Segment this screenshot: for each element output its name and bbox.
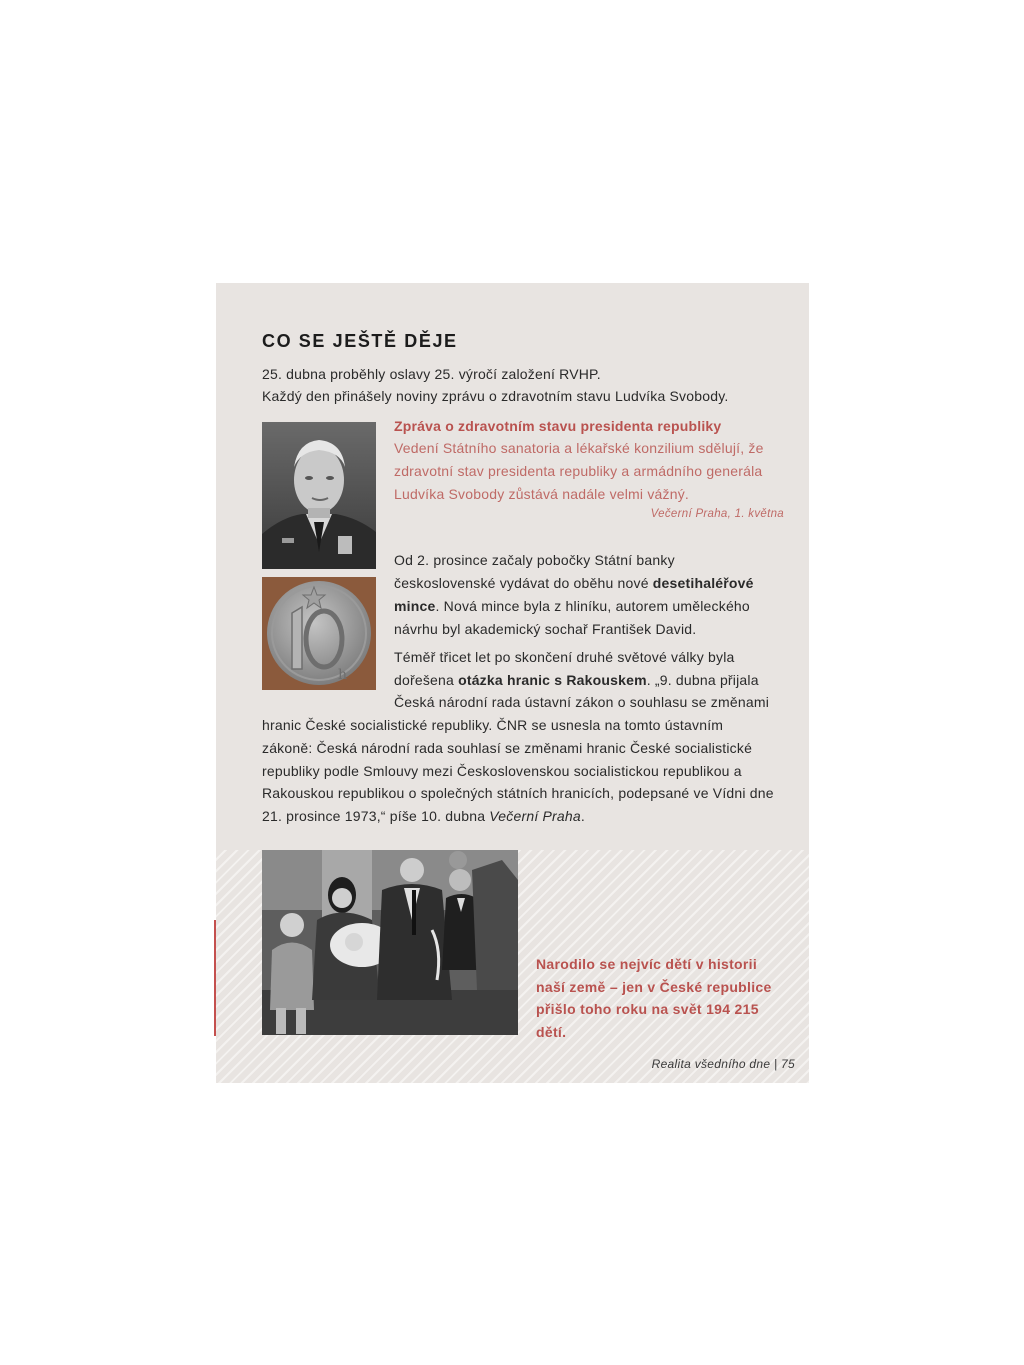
border-italic: Večerní Praha <box>489 807 581 824</box>
quote-source: Večerní Praha, 1. května <box>650 508 784 520</box>
coin-text-2: . Nová mince byla z hliníku, autorem uměleckého návrhu byl akademický sochař František David. <box>394 598 750 637</box>
float-spacer <box>262 646 394 714</box>
intro-line-2: Každý den přinášely noviny zprávu o zdravotním stavu Ludvíka Svobody. <box>262 388 729 404</box>
border-paragraph <box>262 646 777 828</box>
svg-text:h: h <box>338 667 348 683</box>
intro-text <box>262 363 782 407</box>
intro-line-1: 25. dubna proběhly oslavy 25. výročí založení RVHP. <box>262 366 601 382</box>
coin-paragraph <box>394 549 779 641</box>
health-report-quote <box>394 415 784 520</box>
coin-text-1: Od 2. prosince začaly pobočky Státní banky československé vydávat do oběhu nové <box>394 552 675 591</box>
section-title: CO SE JEŠTĚ DĚJE <box>262 331 458 351</box>
border-text-3: . <box>580 807 585 824</box>
quote-title: Zpráva o zdravotním stavu presidenta republiky <box>394 418 722 434</box>
border-text-2: . „9. dubna přijala Česká národní rada ústavní zákon o souhlasu se změnami hranic České socialistické republiky. ČNR se usnesla na tomto ústavním zákoně: Česká národní rada souhlasí se změnami hranic České socialistické republiky podle Smlouvy mezi Československou socialistickou republikou a Rakouskou republikou o společných státních hranicích, podepsané ve Vídni dne 21. prosince 1973,“ píše 10. dubna <box>262 671 774 824</box>
coin-bold: desetihaléřové mince <box>394 575 754 614</box>
book-page <box>216 283 809 1083</box>
border-text-1: Téměř třicet let po skončení druhé světové války byla dořešena <box>394 649 735 688</box>
family-newborn-photo <box>262 850 518 1035</box>
page-footer: Realita všedního dne | 75 <box>651 1057 795 1071</box>
page-edge-accent <box>214 920 216 1036</box>
president-portrait-photo <box>262 422 376 569</box>
border-bold: otázka hranic s Rakouskem <box>458 671 647 688</box>
birth-record-caption: Narodilo se nejvíc dětí v historii naší země – jen v České republice přišlo toho roku na svět 194 215 dětí. <box>536 956 772 1040</box>
quote-body: Vedení Státního sanatoria a lékařské konzilium sdělují, že zdravotní stav presidenta republiky a armádního generála Ludvíka Svobody zůstává nadále velmi vážný. <box>394 440 764 502</box>
